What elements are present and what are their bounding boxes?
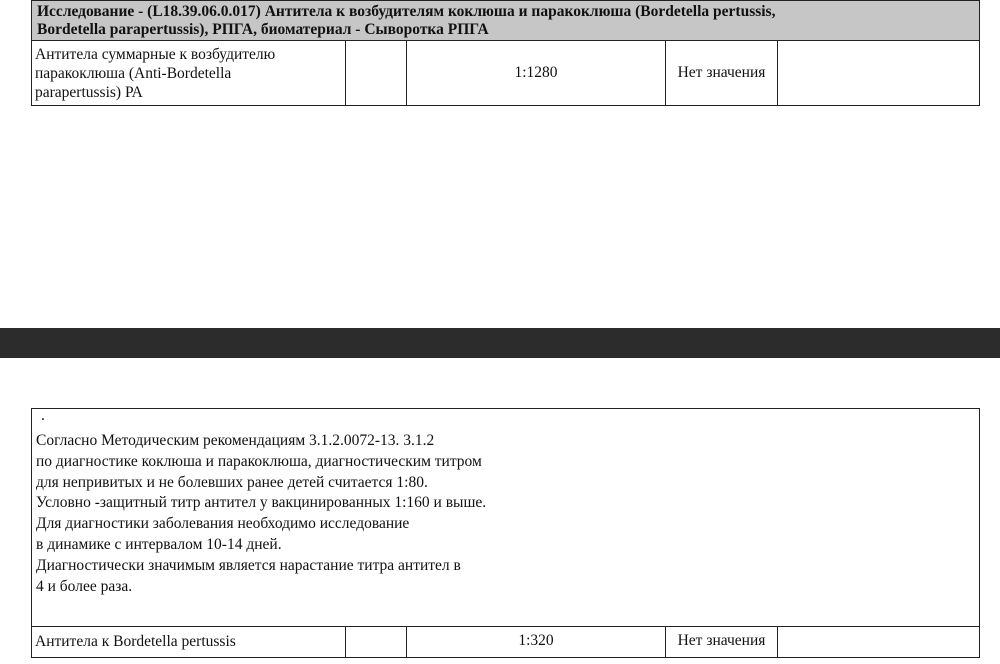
comment-line: по диагностике коклюша и паракоклюша, диагностическим титром bbox=[36, 452, 482, 470]
empty-cell bbox=[777, 41, 979, 105]
result-value-cell: 1:320 bbox=[406, 627, 665, 657]
empty-cell bbox=[777, 627, 979, 657]
comment-line: Диагностически значимым является нарастание титра антител в bbox=[36, 556, 461, 574]
test-name-line: parapertussis) РА bbox=[35, 84, 143, 101]
page-divider-bar bbox=[0, 328, 1000, 358]
test-name-cell bbox=[32, 41, 345, 105]
table-row-pertussis bbox=[31, 626, 980, 658]
section-header bbox=[31, 0, 980, 41]
section-header-line-2: Bordetella parapertussis), РПГА, биоматериал - Сыворотка РПГА bbox=[37, 21, 489, 38]
test-name-cell: Антитела к Bordetella pertussis bbox=[35, 633, 236, 650]
section-header-line-1: Исследование - (L18.39.06.0.017) Антитела к возбудителям коклюша и паракоклюша (Bordetella pertussis, bbox=[37, 3, 776, 20]
comment-line: Для диагностики заболевания необходимо исследование bbox=[36, 515, 410, 533]
comment-box bbox=[31, 408, 980, 627]
comment-line: 4 и более раза. bbox=[36, 577, 133, 595]
empty-cell bbox=[345, 41, 406, 105]
empty-cell bbox=[345, 627, 406, 657]
comment-line: Согласно Методическим рекомендациям 3.1.2.0072-13. 3.1.2 bbox=[36, 432, 435, 449]
table-row-parapertussis bbox=[31, 41, 980, 106]
reference-value-cell: Нет значения bbox=[665, 627, 777, 657]
comment-line: для непривитых и не болевших ранее детей считается 1:80. bbox=[36, 473, 428, 491]
test-name-line: Антитела суммарные к возбудителю bbox=[35, 46, 276, 63]
test-name-line: паракоклюша (Anti-Bordetella bbox=[35, 65, 232, 82]
reference-value-cell: Нет значения bbox=[665, 41, 777, 105]
result-value-cell: 1:1280 bbox=[406, 41, 665, 105]
comment-dot: . bbox=[41, 407, 45, 424]
comment-line: Условно -защитный титр антител у вакцинированных 1:160 и выше. bbox=[36, 494, 487, 512]
comment-line: в динамике с интервалом 10-14 дней. bbox=[36, 535, 282, 553]
